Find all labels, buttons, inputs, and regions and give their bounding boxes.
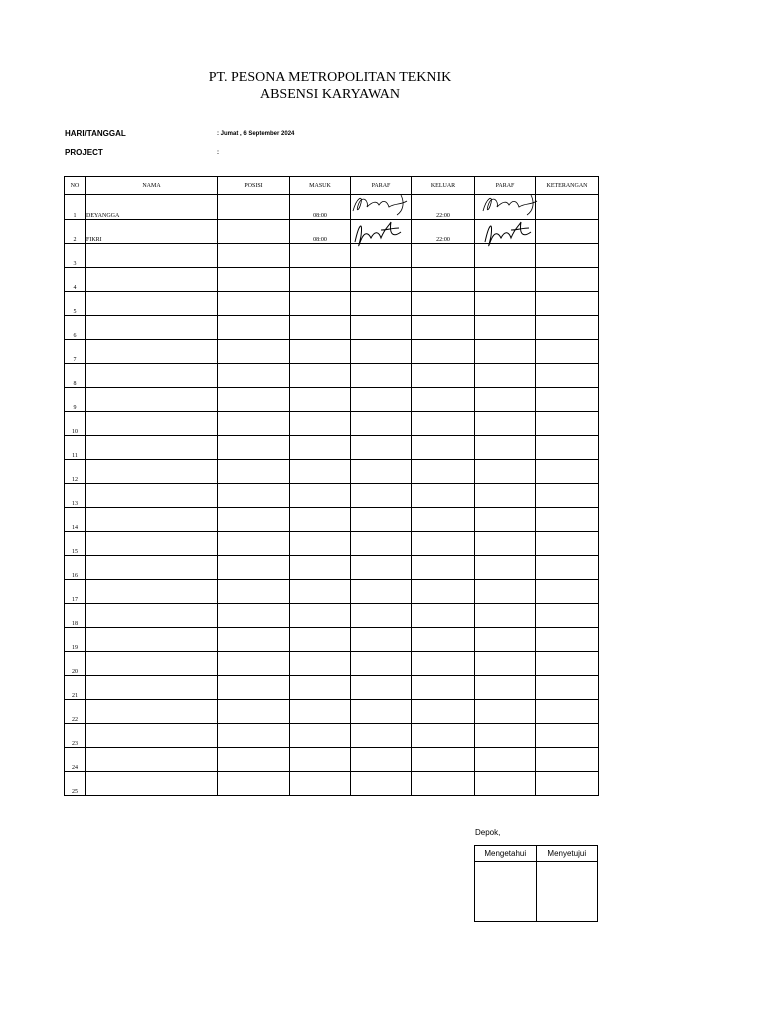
- row-paraf-in[interactable]: [351, 436, 412, 460]
- row-nama[interactable]: [86, 748, 218, 772]
- row-keluar[interactable]: [412, 724, 475, 748]
- row-nama[interactable]: [86, 364, 218, 388]
- row-masuk[interactable]: [290, 316, 351, 340]
- table-header-row: [65, 177, 599, 195]
- row-paraf-out[interactable]: [475, 436, 536, 460]
- row-keluar[interactable]: 22:00: [412, 195, 475, 220]
- row-paraf-out[interactable]: [475, 195, 536, 220]
- row-nama[interactable]: [86, 676, 218, 700]
- row-nama[interactable]: DEYANGGA: [86, 195, 218, 220]
- row-nama[interactable]: [86, 652, 218, 676]
- row-masuk[interactable]: [290, 724, 351, 748]
- row-nama[interactable]: [86, 268, 218, 292]
- row-posisi[interactable]: [218, 220, 290, 244]
- row-no: 21: [65, 676, 86, 700]
- row-keluar[interactable]: [412, 532, 475, 556]
- row-posisi[interactable]: [218, 460, 290, 484]
- row-posisi[interactable]: [218, 508, 290, 532]
- row-nama[interactable]: [86, 460, 218, 484]
- row-paraf-in[interactable]: [351, 484, 412, 508]
- row-keluar[interactable]: [412, 268, 475, 292]
- row-masuk[interactable]: [290, 580, 351, 604]
- row-keluar[interactable]: [412, 604, 475, 628]
- row-keterangan[interactable]: [536, 604, 599, 628]
- row-keterangan[interactable]: [536, 364, 599, 388]
- table-row: [65, 412, 599, 436]
- table-row: [65, 652, 599, 676]
- table-body: [65, 195, 599, 796]
- row-masuk[interactable]: [290, 292, 351, 316]
- row-masuk[interactable]: [290, 604, 351, 628]
- row-no: 10: [65, 412, 86, 436]
- row-posisi[interactable]: [218, 580, 290, 604]
- col-header-paraf-in: PARAF: [351, 177, 412, 195]
- table-row: [65, 508, 599, 532]
- row-no: 4: [65, 268, 86, 292]
- attendance-table: [64, 176, 599, 796]
- row-keluar[interactable]: [412, 244, 475, 268]
- table-row: [65, 460, 599, 484]
- row-keluar[interactable]: 22:00: [412, 220, 475, 244]
- table-row: [65, 292, 599, 316]
- row-no: 15: [65, 532, 86, 556]
- row-keluar[interactable]: [412, 580, 475, 604]
- col-header-no: NO: [65, 177, 86, 195]
- row-no: 20: [65, 652, 86, 676]
- row-paraf-in[interactable]: [351, 508, 412, 532]
- row-keterangan[interactable]: [536, 460, 599, 484]
- row-posisi[interactable]: [218, 628, 290, 652]
- row-keluar[interactable]: [412, 388, 475, 412]
- row-posisi[interactable]: [218, 244, 290, 268]
- row-nama[interactable]: [86, 628, 218, 652]
- row-keterangan[interactable]: [536, 556, 599, 580]
- row-posisi[interactable]: [218, 532, 290, 556]
- row-nama[interactable]: [86, 724, 218, 748]
- row-keterangan[interactable]: [536, 580, 599, 604]
- table-row: [65, 340, 599, 364]
- row-paraf-out[interactable]: [475, 220, 536, 244]
- table-row: [65, 748, 599, 772]
- table-row: [65, 532, 599, 556]
- row-keterangan[interactable]: [536, 628, 599, 652]
- row-keluar[interactable]: [412, 412, 475, 436]
- row-paraf-out[interactable]: [475, 652, 536, 676]
- row-keterangan[interactable]: [536, 388, 599, 412]
- row-masuk[interactable]: [290, 364, 351, 388]
- row-no: 23: [65, 724, 86, 748]
- row-paraf-in[interactable]: [351, 292, 412, 316]
- row-nama[interactable]: [86, 700, 218, 724]
- row-posisi[interactable]: [218, 340, 290, 364]
- table-row: [65, 772, 599, 796]
- row-keluar[interactable]: [412, 436, 475, 460]
- row-no: 6: [65, 316, 86, 340]
- row-keterangan[interactable]: [536, 412, 599, 436]
- row-paraf-in[interactable]: [351, 580, 412, 604]
- row-paraf-out[interactable]: [475, 556, 536, 580]
- row-paraf-in[interactable]: [351, 748, 412, 772]
- row-paraf-out[interactable]: [475, 460, 536, 484]
- row-keterangan[interactable]: [536, 484, 599, 508]
- row-nama[interactable]: [86, 412, 218, 436]
- table-row: [65, 195, 599, 220]
- row-posisi[interactable]: [218, 316, 290, 340]
- row-masuk[interactable]: [290, 652, 351, 676]
- row-nama[interactable]: [86, 316, 218, 340]
- col-header-keterangan: KETERANGAN: [536, 177, 599, 195]
- row-keterangan[interactable]: [536, 220, 599, 244]
- row-paraf-out[interactable]: [475, 772, 536, 796]
- document-title: ABSENSI KARYAWAN: [259, 87, 401, 102]
- approval-header-mengetahui: Mengetahui: [475, 846, 537, 862]
- row-paraf-out[interactable]: [475, 532, 536, 556]
- signature-mark: [351, 193, 413, 219]
- row-masuk[interactable]: [290, 772, 351, 796]
- row-keluar[interactable]: [412, 364, 475, 388]
- row-paraf-in[interactable]: [351, 652, 412, 676]
- approval-header-menyetujui: Menyetujui: [536, 846, 598, 862]
- row-nama[interactable]: [86, 532, 218, 556]
- table-row: [65, 388, 599, 412]
- table-row: [65, 244, 599, 268]
- row-keterangan[interactable]: [536, 724, 599, 748]
- row-keterangan[interactable]: [536, 292, 599, 316]
- table-row: [65, 724, 599, 748]
- row-keluar[interactable]: [412, 508, 475, 532]
- row-masuk[interactable]: 08:00: [290, 220, 351, 244]
- table-row: [65, 676, 599, 700]
- row-paraf-in[interactable]: [351, 244, 412, 268]
- row-paraf-in[interactable]: [351, 316, 412, 340]
- row-paraf-in[interactable]: [351, 340, 412, 364]
- row-masuk[interactable]: [290, 388, 351, 412]
- row-nama[interactable]: [86, 388, 218, 412]
- date-value: : Jumat , 6 September 2024: [217, 131, 295, 137]
- row-keterangan[interactable]: [536, 316, 599, 340]
- row-paraf-out[interactable]: [475, 364, 536, 388]
- row-masuk[interactable]: 08:00: [290, 195, 351, 220]
- row-keluar[interactable]: [412, 556, 475, 580]
- row-keluar[interactable]: [412, 292, 475, 316]
- date-label: HARI/TANGGAL: [65, 129, 126, 138]
- row-keterangan[interactable]: [536, 340, 599, 364]
- row-masuk[interactable]: [290, 748, 351, 772]
- row-paraf-in[interactable]: [351, 724, 412, 748]
- table-row: [65, 580, 599, 604]
- row-paraf-out[interactable]: [475, 268, 536, 292]
- row-keterangan[interactable]: [536, 244, 599, 268]
- row-keluar[interactable]: [412, 628, 475, 652]
- row-no: 24: [65, 748, 86, 772]
- row-no: 5: [65, 292, 86, 316]
- row-paraf-in[interactable]: [351, 700, 412, 724]
- row-posisi[interactable]: [218, 748, 290, 772]
- row-paraf-in[interactable]: [351, 676, 412, 700]
- row-nama[interactable]: [86, 340, 218, 364]
- row-keluar[interactable]: [412, 652, 475, 676]
- row-paraf-out[interactable]: [475, 748, 536, 772]
- row-keluar[interactable]: [412, 748, 475, 772]
- row-no: 18: [65, 604, 86, 628]
- table-row: [65, 700, 599, 724]
- row-masuk[interactable]: [290, 268, 351, 292]
- row-posisi[interactable]: [218, 604, 290, 628]
- row-keterangan[interactable]: [536, 268, 599, 292]
- project-label: PROJECT: [65, 148, 103, 157]
- row-posisi[interactable]: [218, 556, 290, 580]
- row-paraf-out[interactable]: [475, 580, 536, 604]
- row-paraf-in[interactable]: [351, 532, 412, 556]
- table-row: [65, 220, 599, 244]
- col-header-masuk: MASUK: [290, 177, 351, 195]
- row-keterangan[interactable]: [536, 748, 599, 772]
- row-paraf-out[interactable]: [475, 340, 536, 364]
- row-paraf-out[interactable]: [475, 676, 536, 700]
- row-nama[interactable]: [86, 604, 218, 628]
- row-paraf-out[interactable]: [475, 724, 536, 748]
- row-keterangan[interactable]: [536, 532, 599, 556]
- row-posisi[interactable]: [218, 436, 290, 460]
- row-no: 7: [65, 340, 86, 364]
- row-paraf-out[interactable]: [475, 316, 536, 340]
- row-keluar[interactable]: [412, 772, 475, 796]
- approval-cell-menyetujui[interactable]: [536, 862, 598, 922]
- row-posisi[interactable]: [218, 388, 290, 412]
- row-no: 22: [65, 700, 86, 724]
- row-posisi[interactable]: [218, 652, 290, 676]
- row-no: 19: [65, 628, 86, 652]
- table-row: [65, 484, 599, 508]
- row-paraf-in[interactable]: [351, 460, 412, 484]
- row-posisi[interactable]: [218, 700, 290, 724]
- col-header-nama: NAMA: [86, 177, 218, 195]
- row-paraf-in[interactable]: [351, 195, 412, 220]
- row-masuk[interactable]: [290, 532, 351, 556]
- signature-mark: [481, 193, 543, 219]
- row-nama[interactable]: [86, 556, 218, 580]
- row-masuk[interactable]: [290, 412, 351, 436]
- approval-table: [474, 845, 598, 922]
- row-nama[interactable]: [86, 772, 218, 796]
- row-masuk[interactable]: [290, 700, 351, 724]
- row-masuk[interactable]: [290, 436, 351, 460]
- row-posisi[interactable]: [218, 484, 290, 508]
- row-posisi[interactable]: [218, 724, 290, 748]
- row-nama[interactable]: [86, 244, 218, 268]
- row-paraf-out[interactable]: [475, 604, 536, 628]
- project-value: :: [217, 150, 219, 156]
- row-posisi[interactable]: [218, 676, 290, 700]
- row-keterangan[interactable]: [536, 676, 599, 700]
- place-label: Depok,: [475, 828, 501, 837]
- row-masuk[interactable]: [290, 508, 351, 532]
- col-header-posisi: POSISI: [218, 177, 290, 195]
- row-no: 3: [65, 244, 86, 268]
- row-keterangan[interactable]: [536, 652, 599, 676]
- col-header-paraf-out: PARAF: [475, 177, 536, 195]
- row-paraf-out[interactable]: [475, 700, 536, 724]
- row-no: 11: [65, 436, 86, 460]
- row-paraf-out[interactable]: [475, 508, 536, 532]
- row-keluar[interactable]: [412, 700, 475, 724]
- row-posisi[interactable]: [218, 364, 290, 388]
- table-row: [65, 556, 599, 580]
- row-posisi[interactable]: [218, 412, 290, 436]
- row-posisi[interactable]: [218, 772, 290, 796]
- row-paraf-out[interactable]: [475, 292, 536, 316]
- row-posisi[interactable]: [218, 195, 290, 220]
- row-keterangan[interactable]: [536, 195, 599, 220]
- row-masuk[interactable]: [290, 340, 351, 364]
- row-paraf-in[interactable]: [351, 220, 412, 244]
- row-no: 9: [65, 388, 86, 412]
- row-masuk[interactable]: [290, 244, 351, 268]
- row-masuk[interactable]: [290, 676, 351, 700]
- row-paraf-in[interactable]: [351, 604, 412, 628]
- row-keterangan[interactable]: [536, 772, 599, 796]
- row-no: 13: [65, 484, 86, 508]
- row-paraf-out[interactable]: [475, 412, 536, 436]
- row-paraf-in[interactable]: [351, 364, 412, 388]
- row-no: 1: [65, 195, 86, 220]
- col-header-keluar: KELUAR: [412, 177, 475, 195]
- row-no: 16: [65, 556, 86, 580]
- row-posisi[interactable]: [218, 268, 290, 292]
- row-paraf-out[interactable]: [475, 388, 536, 412]
- row-nama[interactable]: [86, 508, 218, 532]
- row-no: 2: [65, 220, 86, 244]
- row-paraf-in[interactable]: [351, 628, 412, 652]
- row-masuk[interactable]: [290, 484, 351, 508]
- table-row: [65, 268, 599, 292]
- row-nama[interactable]: FIKRI: [86, 220, 218, 244]
- row-masuk[interactable]: [290, 628, 351, 652]
- table-row: [65, 436, 599, 460]
- row-no: 25: [65, 772, 86, 796]
- table-row: [65, 364, 599, 388]
- approval-cell-mengetahui[interactable]: [475, 862, 537, 922]
- row-paraf-in[interactable]: [351, 556, 412, 580]
- row-paraf-in[interactable]: [351, 388, 412, 412]
- row-masuk[interactable]: [290, 460, 351, 484]
- row-nama[interactable]: [86, 484, 218, 508]
- row-keterangan[interactable]: [536, 436, 599, 460]
- row-no: 17: [65, 580, 86, 604]
- table-row: [65, 316, 599, 340]
- row-no: 14: [65, 508, 86, 532]
- row-posisi[interactable]: [218, 292, 290, 316]
- row-paraf-in[interactable]: [351, 268, 412, 292]
- row-paraf-in[interactable]: [351, 412, 412, 436]
- table-row: [65, 604, 599, 628]
- row-paraf-out[interactable]: [475, 244, 536, 268]
- row-no: 12: [65, 460, 86, 484]
- row-keluar[interactable]: [412, 340, 475, 364]
- row-keluar[interactable]: [412, 316, 475, 340]
- row-masuk[interactable]: [290, 556, 351, 580]
- row-paraf-in[interactable]: [351, 772, 412, 796]
- row-paraf-out[interactable]: [475, 628, 536, 652]
- row-no: 8: [65, 364, 86, 388]
- table-row: [65, 628, 599, 652]
- row-nama[interactable]: [86, 292, 218, 316]
- row-keluar[interactable]: [412, 484, 475, 508]
- row-paraf-out[interactable]: [475, 484, 536, 508]
- row-nama[interactable]: [86, 436, 218, 460]
- company-name: PT. PESONA METROPOLITAN TEKNIK: [208, 70, 452, 85]
- row-keterangan[interactable]: [536, 508, 599, 532]
- row-nama[interactable]: [86, 580, 218, 604]
- row-keluar[interactable]: [412, 460, 475, 484]
- row-keluar[interactable]: [412, 676, 475, 700]
- row-keterangan[interactable]: [536, 700, 599, 724]
